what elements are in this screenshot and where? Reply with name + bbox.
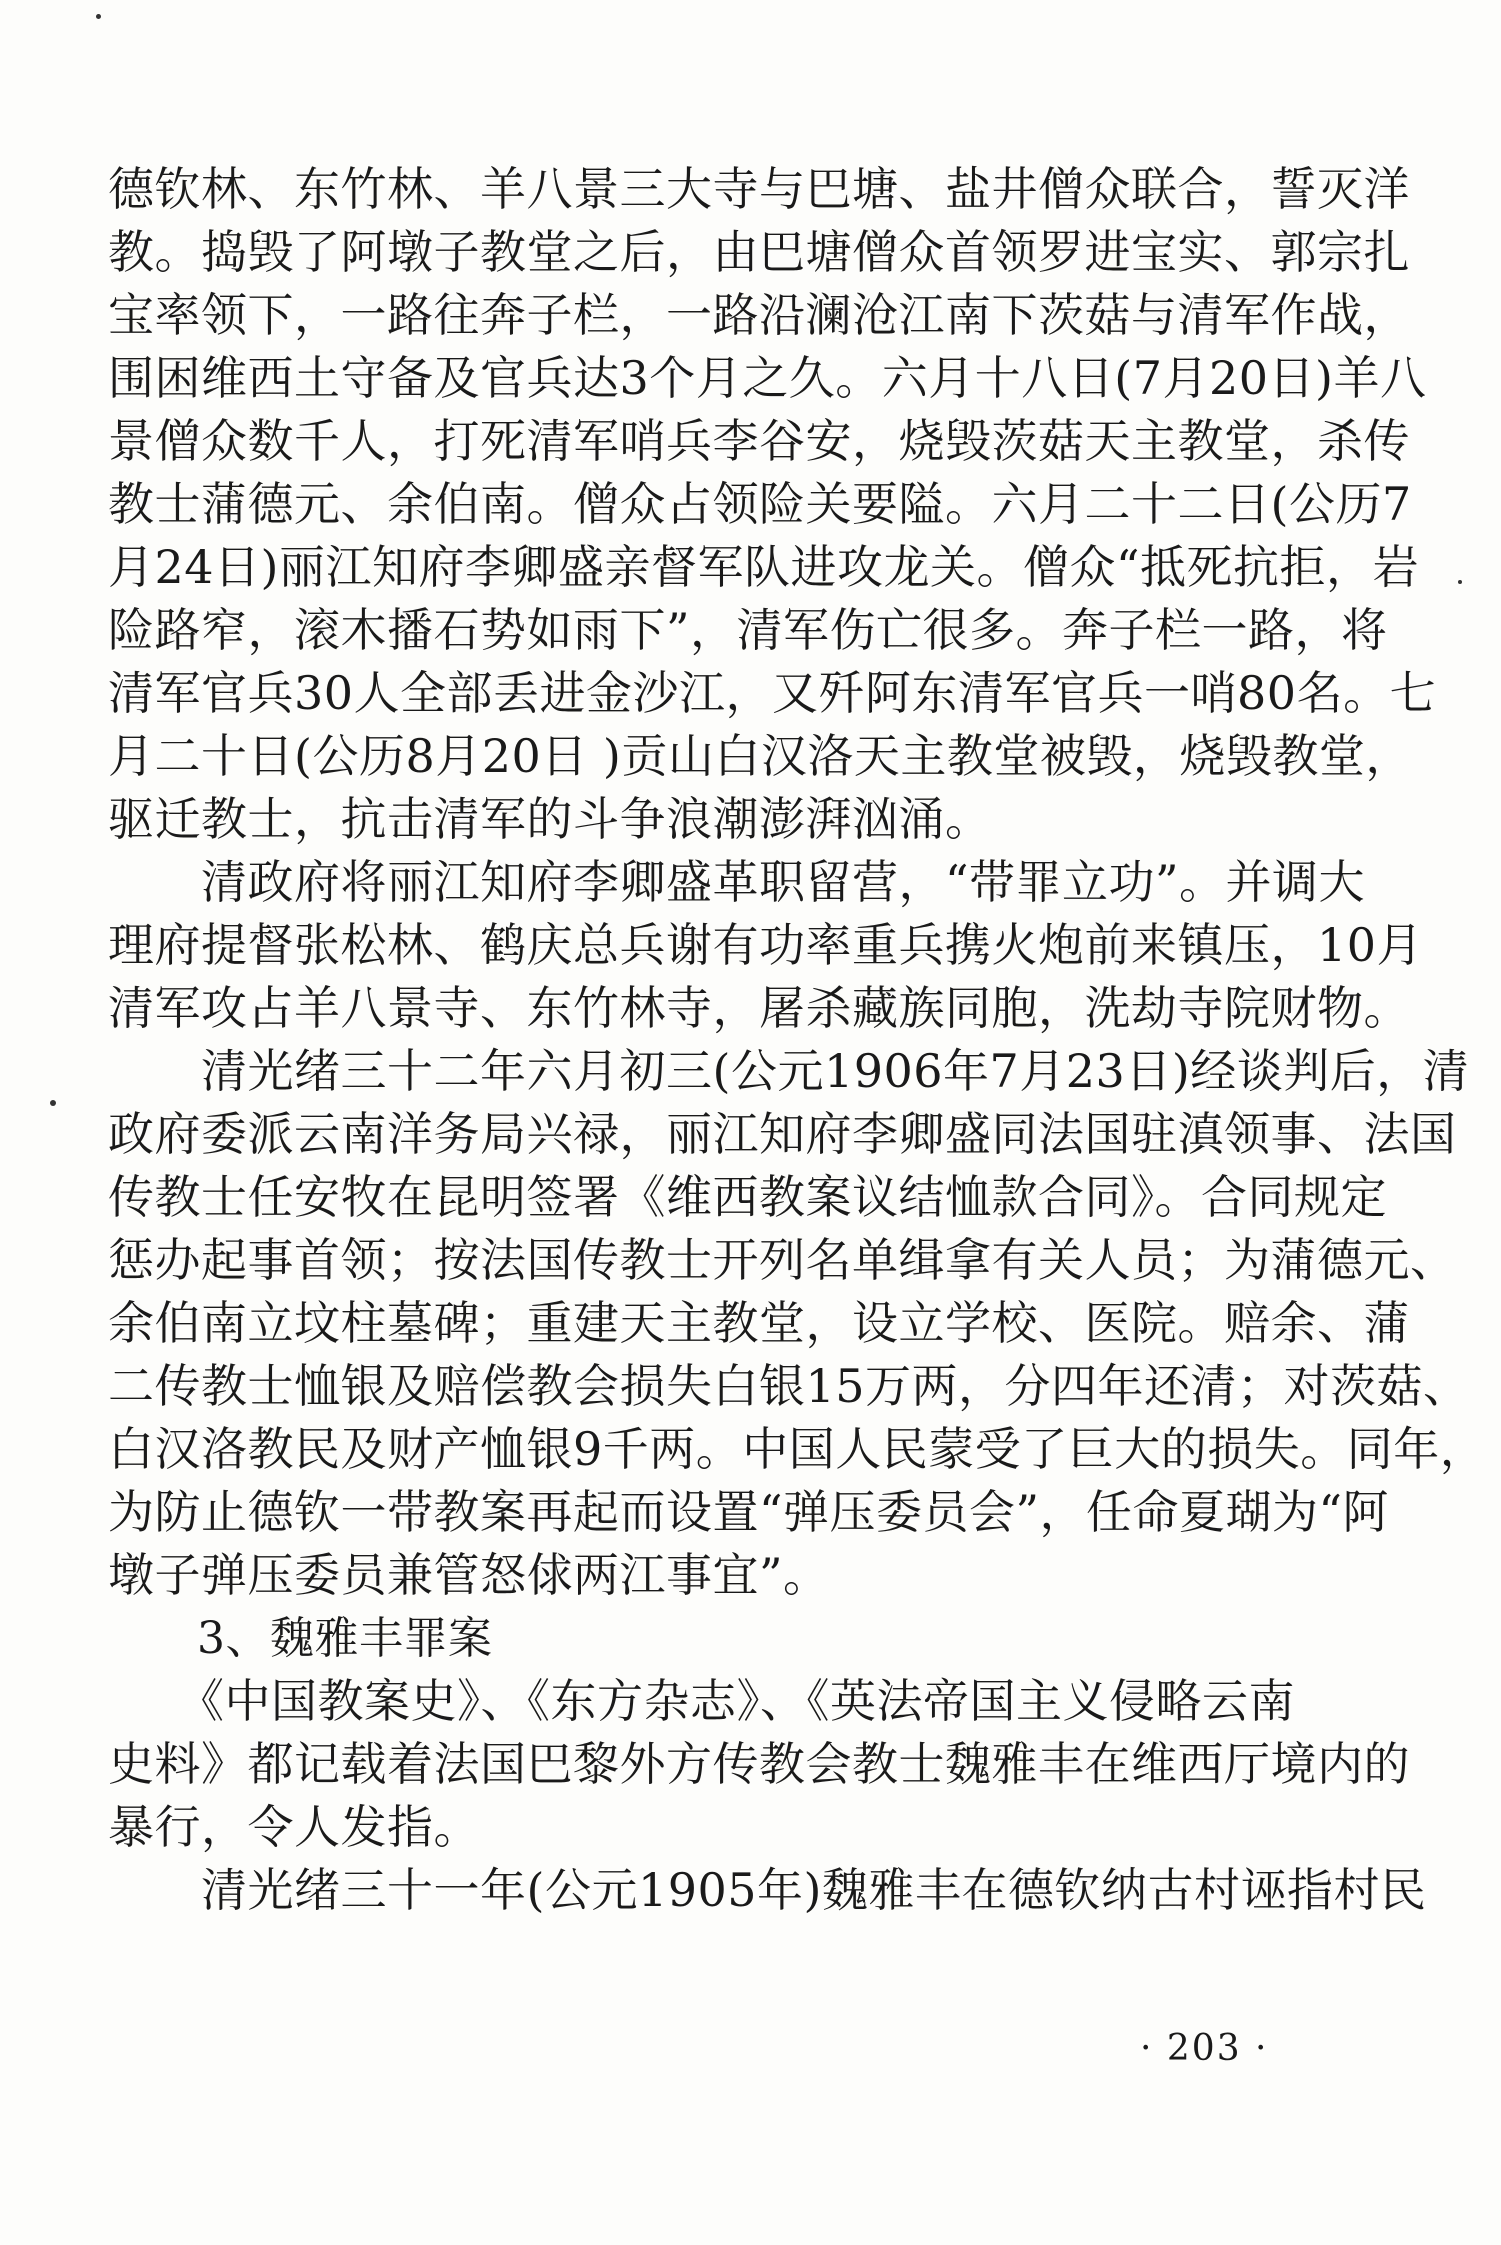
- text-line: 宝率领下，一路往奔子栏，一路沿澜沧江南下茨菇与清军作战，: [108, 288, 1410, 342]
- text-line: 景僧众数千人，打死清军哨兵李谷安，烧毁茨菇天主教堂，杀传: [108, 414, 1410, 468]
- text-line: 史料》都记载着法国巴黎外方传教会教士魏雅丰在维西厅境内的: [108, 1737, 1410, 1791]
- text-line: 暴行，令人发指。: [108, 1800, 480, 1854]
- text-line: 月二十日(公历8月20日 )贡山白汉洛天主教堂被毁，烧毁教堂，: [108, 729, 1412, 783]
- text-line: 清军攻占羊八景寺、东竹林寺，屠杀藏族同胞，洗劫寺院财物。: [108, 981, 1410, 1035]
- text-line: 清政府将丽江知府李卿盛革职留营，“带罪立功”。并调大: [108, 855, 1366, 909]
- text-line: 清光绪三十二年六月初三(公元1906年7月23日)经谈判后，清: [108, 1044, 1470, 1098]
- body-text: [108, 158, 1487, 1922]
- text-line: 理府提督张松林、鹤庆总兵谢有功率重兵携火炮前来镇压，10月: [108, 918, 1424, 972]
- text-line: 教。捣毁了阿墩子教堂之后，由巴塘僧众首领罗进宝实、郭宗扎: [108, 225, 1410, 279]
- text-line: 德钦林、东竹林、羊八景三大寺与巴塘、盐井僧众联合，誓灭洋: [108, 162, 1410, 216]
- scan-speck: [50, 1100, 56, 1106]
- text-line: 围困维西土守备及官兵达3个月之久。六月十八日(7月20日)羊八: [108, 351, 1427, 405]
- text-line: 墩子弹压委员兼管怒俅两江事宜”。: [108, 1548, 830, 1602]
- text-line: 惩办起事首领；按法国传教士开列名单缉拿有关人员；为蒲德元、: [108, 1233, 1457, 1287]
- text-line: 二传教士恤银及赔偿教会损失白银15万两，分四年还清；对茨菇、: [108, 1359, 1470, 1413]
- scan-speck: [96, 14, 101, 19]
- text-line: 险路窄，滚木播石势如雨下”，清军伤亡很多。奔子栏一路，将: [108, 603, 1388, 657]
- text-line: 政府委派云南洋务局兴禄，丽江知府李卿盛同法国驻滇领事、法国: [108, 1107, 1457, 1161]
- text-line: 清光绪三十一年(公元1905年)魏雅丰在德钦纳古村诬指村民: [108, 1863, 1427, 1917]
- text-line: 余伯南立坟柱墓碑；重建天主教堂，设立学校、医院。赔余、蒲: [108, 1296, 1410, 1350]
- text-line: 清军官兵30人全部丢进金沙江，又歼阿东清军官兵一哨80名。七: [108, 666, 1437, 720]
- section-heading: 3、魏雅丰罪案: [108, 1613, 493, 1664]
- text-line: 白汉洛教民及财产恤银9千两。中国人民蒙受了巨大的损失。同年，: [108, 1422, 1487, 1476]
- text-line: 传教士任安牧在昆明签署《维西教案议结恤款合同》。合同规定: [108, 1170, 1387, 1224]
- scan-speck: [1458, 580, 1462, 584]
- text-line: 《中国教案史》、《东方杂志》、《英法帝国主义侵略云南: [108, 1674, 1295, 1728]
- text-line: 驱迁教士，抗击清军的斗争浪潮澎湃汹涌。: [108, 792, 992, 846]
- text-line: 月24日)丽江知府李卿盛亲督军队进攻龙关。僧众“抵死抗拒，岩: [108, 540, 1419, 594]
- text-line: 教士蒲德元、余伯南。僧众占领险关要隘。六月二十二日(公历7: [108, 477, 1412, 531]
- page-number: · 203 ·: [1140, 2028, 1269, 2069]
- text-line: 为防止德钦一带教案再起而设置“弹压委员会”，任命夏瑚为“阿: [108, 1485, 1390, 1539]
